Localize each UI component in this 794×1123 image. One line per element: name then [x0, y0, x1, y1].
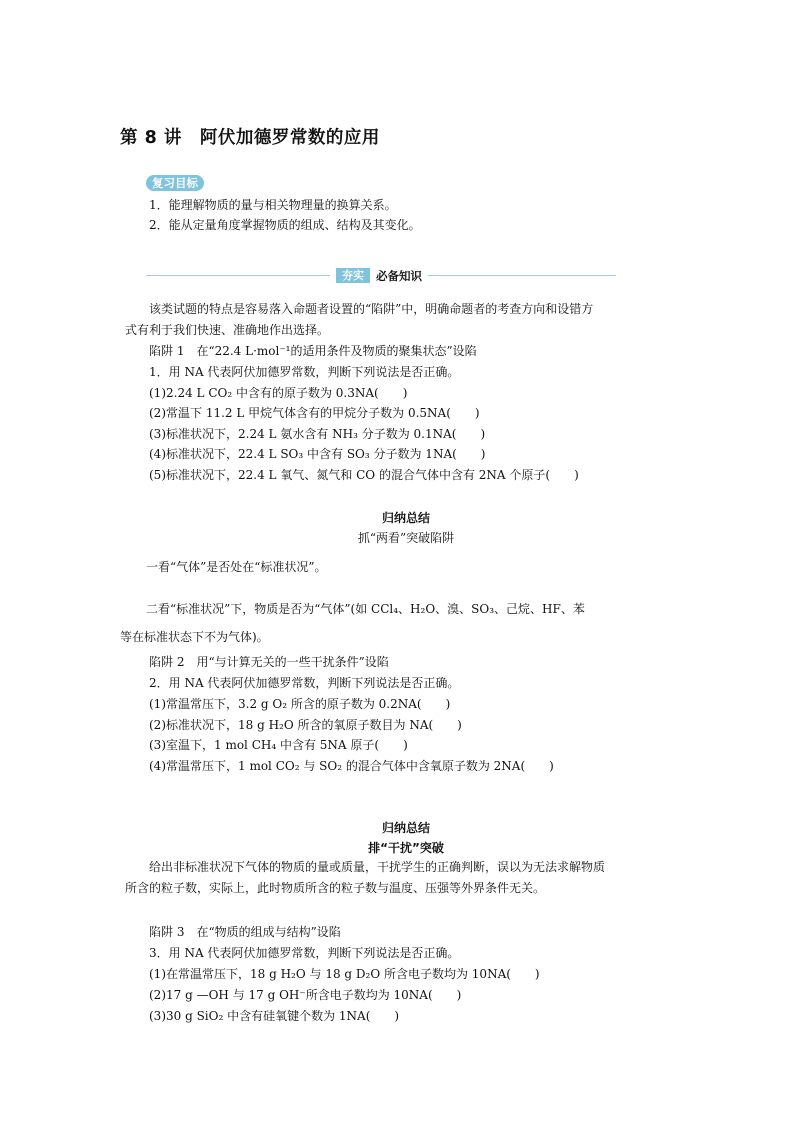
summary-title: 归纳总结	[381, 511, 430, 525]
summary-line: 等在标准状态下不为气体)。	[120, 630, 269, 644]
trap1-question: 1．用 NA 代表阿伏加德罗常数，判断下列说法是否正确。	[125, 365, 460, 379]
summary-line: 所含的粒子数，实际上，此时物质所含的粒子数与温度、压强等外界条件无关。	[125, 881, 546, 895]
trap1-heading: 陷阱 1 在“22.4 L·mol⁻¹的适用条件及物质的聚集状态”设陷	[125, 344, 477, 358]
summary-subtitle: 抓“两看”突破陷阱	[357, 531, 455, 545]
review-badge: 复习目标	[146, 175, 204, 191]
trap3-item: (1)在常温常压下，18 g H₂O 与 18 g D₂O 所含电子数均为 10NA( )	[125, 967, 540, 981]
trap1-item: (5)标准状况下，22.4 L 氧气、氮气和 CO 的混合气体中含有 2NA 个原子( )	[125, 468, 579, 482]
section-header	[330, 267, 428, 284]
trap3-item: (3)30 g SiO₂ 中含有硅氧键个数为 1NA( )	[125, 1009, 400, 1023]
page-title: 第 8 讲 阿伏加德罗常数的应用	[120, 128, 380, 148]
trap1-item: (2)常温下 11.2 L 甲烷气体含有的甲烷分子数为 0.5NA( )	[125, 406, 480, 420]
trap2-item: (2)标准状况下，18 g H₂O 所含的氧原子数目为 NA( )	[125, 718, 462, 732]
trap3-item: (2)17 g —OH 与 17 g OH⁻所含电子数均为 10NA( )	[125, 988, 462, 1002]
trap3-heading: 陷阱 3 在“物质的组成与结构”设陷	[125, 925, 341, 939]
summary-line: 一看“气体”是否处在“标准状况”。	[146, 560, 327, 574]
section-tag: 夯实	[336, 268, 370, 283]
summary-subtitle: 排“干扰”突破	[368, 841, 444, 855]
trap1-item: (4)标准状况下，22.4 L SO₃ 中含有 SO₃ 分子数为 1NA( )	[125, 447, 486, 461]
trap2-item: (3)室温下，1 mol CH₄ 中含有 5NA 原子( )	[125, 738, 408, 752]
review-item: 2．能从定量角度掌握物质的组成、结构及其变化。	[149, 218, 421, 232]
summary-line: 给出非标准状况下气体的物质的量或质量，干扰学生的正确判断，误以为无法求解物质	[125, 860, 606, 874]
trap1-item: (1)2.24 L CO₂ 中含有的原子数为 0.3NA( )	[125, 386, 408, 400]
section-label: 必备知识	[376, 268, 422, 283]
trap2-item: (1)常温常压下，3.2 g O₂ 所含的原子数为 0.2NA( )	[125, 697, 451, 711]
trap2-question: 2．用 NA 代表阿伏加德罗常数，判断下列说法是否正确。	[125, 676, 460, 690]
trap1-item: (3)标准状况下，2.24 L 氨水含有 NH₃ 分子数为 0.1NA( )	[125, 427, 486, 441]
trap2-item: (4)常温常压下，1 mol CO₂ 与 SO₂ 的混合气体中含氧原子数为 2NA( )	[125, 759, 554, 773]
summary-line: 二看“标准状况”下，物质是否为“气体”(如 CCl₄、H₂O、溴、SO₃、己烷、HF、苯	[146, 602, 585, 616]
summary-title: 归纳总结	[381, 821, 430, 835]
intro-line: 式有利于我们快速、准确地作出选择。	[125, 323, 330, 337]
intro-line: 该类试题的特点是容易落入命题者设置的“陷阱”中，明确命题者的考查方向和设错方	[125, 302, 594, 316]
review-item: 1．能理解物质的量与相关物理量的换算关系。	[149, 198, 397, 212]
trap3-question: 3．用 NA 代表阿伏加德罗常数，判断下列说法是否正确。	[125, 946, 460, 960]
trap2-heading: 陷阱 2 用“与计算无关的一些干扰条件”设陷	[125, 655, 389, 669]
